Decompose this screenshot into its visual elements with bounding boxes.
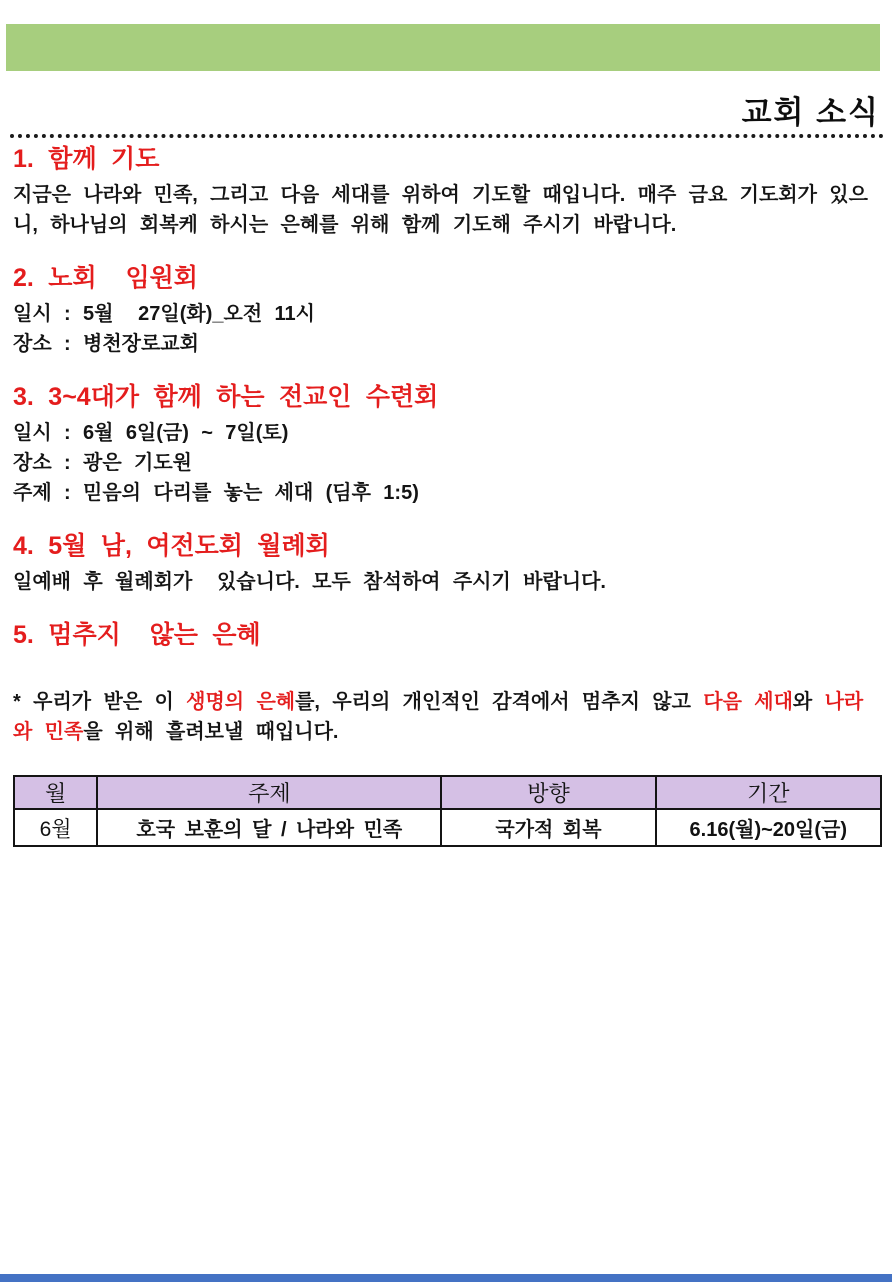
section-line-datetime: 일시 : 6월 6일(금) ~ 7일(토): [13, 422, 289, 444]
section-body: 일예배 후 월례회가 있습니다. 모두 참석하여 주시기 바랍니다.: [13, 571, 606, 593]
note-segment-highlight: 나라와 민족: [13, 691, 864, 743]
cell-month: 6월: [14, 809, 97, 846]
col-header-topic: 주제: [97, 776, 441, 809]
note-segment: 를, 우리의 개인적인 감격에서 멈추지 않고: [295, 691, 704, 713]
note-segment: * 우리가 받은 이: [13, 691, 187, 713]
section-monthly-meeting: [13, 532, 882, 597]
section-heading: 5. 멈추지 않는 은혜: [13, 621, 261, 649]
section-retreat: [13, 383, 882, 508]
content-area: [0, 95, 892, 847]
cell-topic: 호국 보훈의 달 / 나라와 민족: [97, 809, 441, 846]
header-banner: [6, 24, 880, 71]
section-heading: 1. 함께 기도: [13, 145, 160, 173]
schedule-table: [13, 775, 882, 847]
footer-bar: [0, 1274, 892, 1282]
note-paragraph: [13, 687, 882, 747]
section-unceasing-grace: [13, 621, 882, 649]
section-pray-together: [13, 145, 882, 240]
col-header-month: 월: [14, 776, 97, 809]
section-body: 지금은 나라와 민족, 그리고 다음 세대를 위하여 기도할 때입니다. 매주 금요 기도회가 있으니, 하나님의 회복케 하시는 은혜를 위해 함께 기도해 주시기 바랍니다.: [13, 184, 868, 236]
cell-direction: 국가적 회복: [441, 809, 655, 846]
bulletin-page: [0, 24, 892, 1282]
cell-period: 6.16(월)~20일(금): [656, 809, 881, 846]
section-line-place: 장소 : 병천장로교회: [13, 333, 199, 355]
table-row: [14, 809, 881, 846]
section-heading: 3. 3~4대가 함께 하는 전교인 수련회: [13, 383, 439, 411]
note-segment: 와: [792, 691, 825, 713]
col-header-period: 기간: [656, 776, 881, 809]
note-segment-highlight: 다음 세대: [703, 691, 793, 713]
col-header-direction: 방향: [441, 776, 655, 809]
page-title: 교회 소식: [741, 95, 880, 130]
section-line-datetime: 일시 : 5월 27일(화)_오전 11시: [13, 303, 315, 325]
note-segment: 을 위해 흘려보낼 때입니다.: [83, 721, 339, 743]
dotted-divider: [10, 134, 884, 138]
section-heading: 4. 5월 남, 여전도회 월례회: [13, 532, 330, 560]
section-line-theme: 주제 : 믿음의 다리를 놓는 세대 (딤후 1:5): [13, 482, 419, 504]
section-heading: 2. 노회 임원회: [13, 264, 198, 292]
section-presbytery-meeting: [13, 264, 882, 359]
note-segment-highlight: 생명의 은혜: [186, 691, 296, 713]
table-header-row: [14, 776, 881, 809]
section-line-place: 장소 : 광은 기도원: [13, 452, 192, 474]
